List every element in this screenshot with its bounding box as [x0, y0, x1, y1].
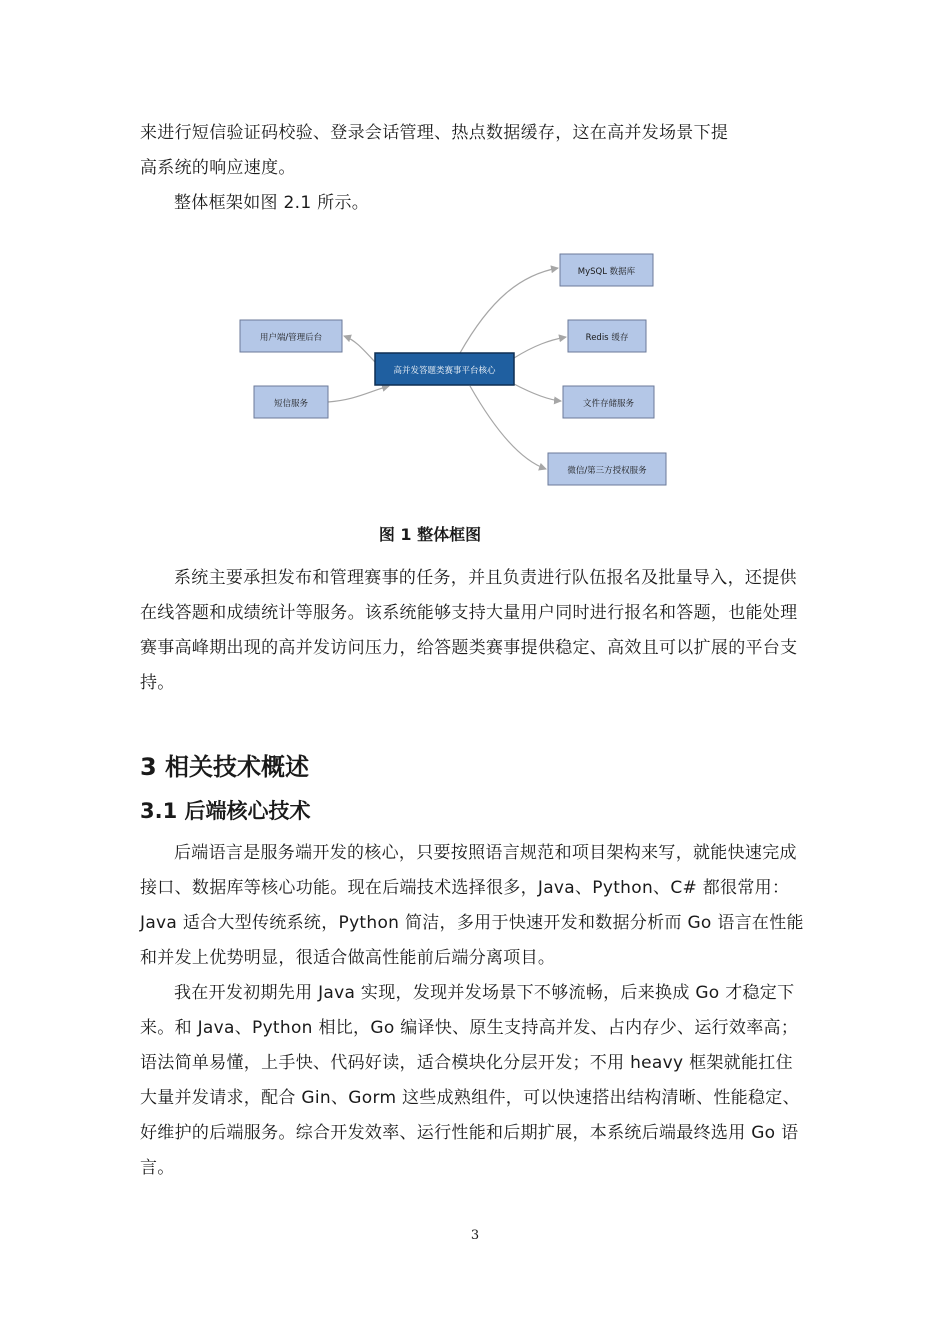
go-choice-paragraph: 我在开发初期先用 Java 实现，发现并发场景下不够流畅，后来换成 Go 才稳定下来。和 Java、Python 相比，Go 编译快、原生支持高并发、占内存少、运行效率高；语法简单易懂，上手快、代码好读，适合模块化分层开发；不用 heavy 框架就能扛住大量并发请求，配合 Gin、Gorm 这些成熟组件，可以快速搭出结构清晰、性能稳定、好维护的后端服务。综合开发效率、运行性能和后期扩展，本系统后端最终选用 Go 语言。 [140, 983, 800, 1178]
node-file-label: 文件存储服务 [582, 399, 635, 409]
node-user-terminal [240, 320, 342, 352]
connector-core-mysql [460, 268, 558, 353]
node-user-label: 用户端/管理后台 [259, 333, 323, 343]
node-core-label: 高并发答题类赛事平台核心 [393, 366, 496, 376]
connector-core-redis [514, 337, 566, 358]
node-wechat-auth [548, 453, 666, 485]
node-sms-label: 短信服务 [273, 399, 309, 409]
section-heading: 3 相关技术概述 [140, 753, 310, 781]
backend-language-paragraph: 后端语言是服务端开发的核心，只要按照语言规范和项目架构来写，就能快速完成接口、数据库等核心功能。现在后端技术选择很多，Java、Python、C# 都很常用：Java 适合大型传统系统，Python 简洁，多用于快速开发和数据分析而 Go 语言在性能和并发上优势明显，很适合做高性能前后端分离项目。 [140, 843, 804, 968]
system-description-paragraph: 系统主要承担发布和管理赛事的任务，并且负责进行队伍报名及批量导入，还提供在线答题和成绩统计等服务。该系统能够支持大量用户同时进行报名和答题，也能处理赛事高峰期出现的高并发访问压力，给答题类赛事提供稳定、高效且可以扩展的平台支持。 [140, 568, 798, 693]
architecture-diagram [0, 0, 950, 510]
connector-core-file [514, 384, 561, 401]
connector-core-user [344, 336, 375, 362]
node-sms-service [254, 386, 328, 418]
connector-core-wechat [470, 386, 546, 469]
paragraph-line: 高系统的响应速度。 [140, 158, 296, 178]
paragraph-line: 来进行短信验证码校验、登录会话管理、热点数据缓存，这在高并发场景下提 [140, 123, 729, 143]
node-redis [568, 320, 646, 352]
node-core [375, 353, 514, 385]
page-number: 3 [470, 1228, 480, 1243]
figure-caption: 图 1 整体框图 [378, 525, 482, 544]
connector-sms-core [328, 386, 389, 402]
node-mysql-label: MySQL 数据库 [577, 267, 636, 277]
node-file-storage [563, 386, 654, 418]
subsection-heading: 3.1 后端核心技术 [140, 799, 311, 823]
node-redis-label: Redis 缓存 [585, 333, 629, 343]
figure-reference-paragraph: 整体框架如图 2.1 所示。 [174, 193, 370, 213]
node-mysql [560, 254, 653, 286]
node-wechat-label: 微信/第三方授权服务 [567, 466, 647, 476]
